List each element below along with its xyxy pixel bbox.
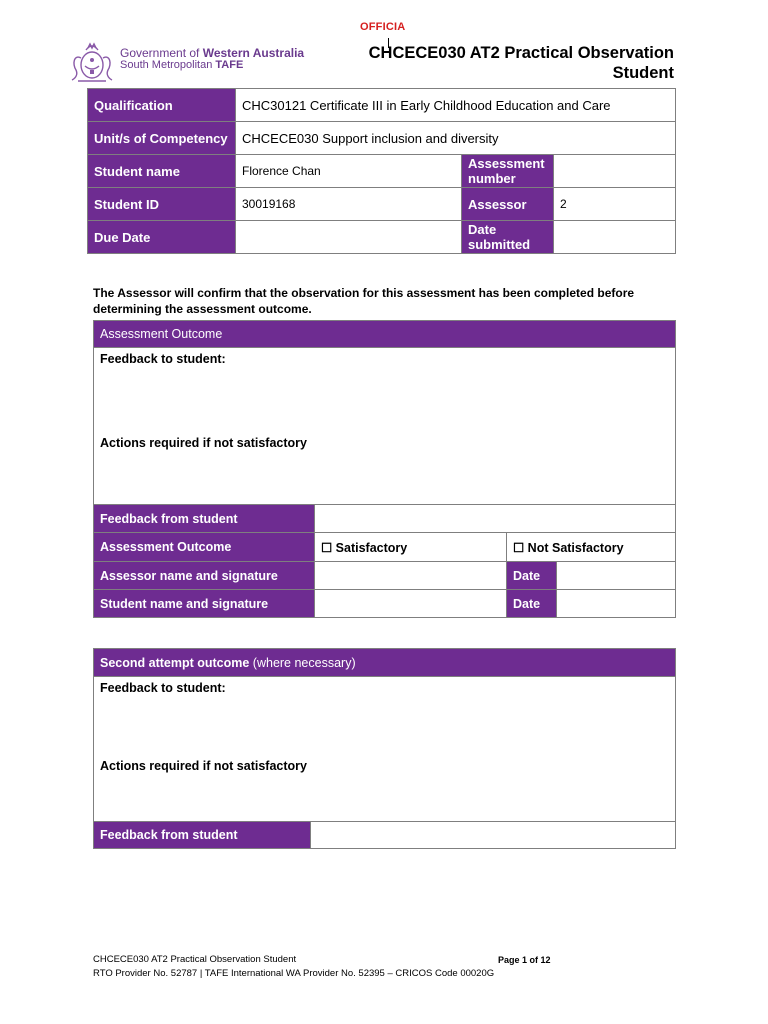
student-id-label: Student ID — [88, 188, 236, 221]
unit-value[interactable]: CHCECE030 Support inclusion and diversity — [236, 122, 676, 155]
second-attempt-note: (where necessary) — [249, 655, 356, 670]
footer-provider: RTO Provider No. 52787 | TAFE International WA Provider No. 52395 – CRICOS Code 00020G — [93, 968, 495, 979]
assessor-sign-value[interactable] — [315, 562, 507, 590]
feedback-from-student-value[interactable] — [315, 505, 676, 533]
document-title — [369, 43, 674, 83]
footer-doc-name: CHCECE030 AT2 Practical Observation Student — [93, 954, 297, 965]
second-attempt-title: Second attempt outcome — [100, 655, 250, 670]
student-name-label: Student name — [88, 155, 236, 188]
document-title-line1: CHCECE030 AT2 Practical Observation — [368, 44, 674, 62]
second-actions-required-label: Actions required if not satisfactory — [100, 759, 307, 773]
assessor-label: Assessor — [462, 188, 554, 221]
assessor-date-label: Date — [507, 562, 557, 590]
observation-confirm-text: The Assessor will confirm that the observation for this assessment has been completed before determining the assessment outcome. — [93, 286, 635, 316]
classification-label: OFFICIA — [360, 21, 406, 33]
date-submitted-value[interactable] — [554, 221, 676, 254]
second-feedback-from-student-value[interactable] — [311, 822, 676, 849]
org-name-line1: Government of Western Australia — [120, 46, 305, 60]
second-feedback-to-student-label: Feedback to student: — [100, 681, 226, 695]
assessor-date-value[interactable] — [557, 562, 676, 590]
feedback-to-student-label: Feedback to student: — [100, 352, 226, 366]
footer-page-number: Page 1 of 12 — [498, 955, 551, 965]
assessor-value[interactable]: 2 — [554, 188, 676, 221]
second-attempt-table — [93, 648, 676, 849]
not-satisfactory-checkbox[interactable]: ☐ Not Satisfactory — [507, 533, 676, 562]
document-title-line2: Student — [612, 64, 674, 82]
second-feedback-to-student-box[interactable] — [94, 677, 676, 822]
assessor-sign-label: Assessor name and signature — [94, 562, 315, 590]
wa-crest-logo — [68, 40, 116, 84]
student-date-value[interactable] — [557, 590, 676, 618]
student-sign-value[interactable] — [315, 590, 507, 618]
org-name-line2: South Metropolitan TAFE — [120, 59, 244, 71]
date-submitted-label: Date submitted — [462, 221, 554, 254]
student-id-value[interactable]: 30019168 — [236, 188, 462, 221]
assessment-outcome-table — [93, 320, 676, 618]
student-name-value[interactable]: Florence Chan — [236, 155, 462, 188]
qualification-label: Qualification — [88, 89, 236, 122]
unit-label: Unit/s of Competency — [88, 122, 236, 155]
feedback-to-student-box[interactable] — [94, 348, 676, 505]
assessment-number-label: Assessment number — [462, 155, 554, 188]
assessment-outcome-label: Assessment Outcome — [94, 533, 315, 562]
satisfactory-checkbox[interactable]: ☐ Satisfactory — [315, 533, 507, 562]
student-date-label: Date — [507, 590, 557, 618]
assessment-number-value[interactable] — [554, 155, 676, 188]
actions-required-label: Actions required if not satisfactory — [100, 436, 307, 450]
assessment-outcome-header: Assessment Outcome — [94, 321, 676, 348]
student-info-table — [87, 88, 676, 254]
qualification-value[interactable]: CHC30121 Certificate III in Early Childhood Education and Care — [236, 89, 676, 122]
second-feedback-from-student-label: Feedback from student — [94, 822, 311, 849]
due-date-value[interactable] — [236, 221, 462, 254]
student-sign-label: Student name and signature — [94, 590, 315, 618]
second-attempt-header — [94, 649, 676, 677]
due-date-label: Due Date — [88, 221, 236, 254]
feedback-from-student-label: Feedback from student — [94, 505, 315, 533]
